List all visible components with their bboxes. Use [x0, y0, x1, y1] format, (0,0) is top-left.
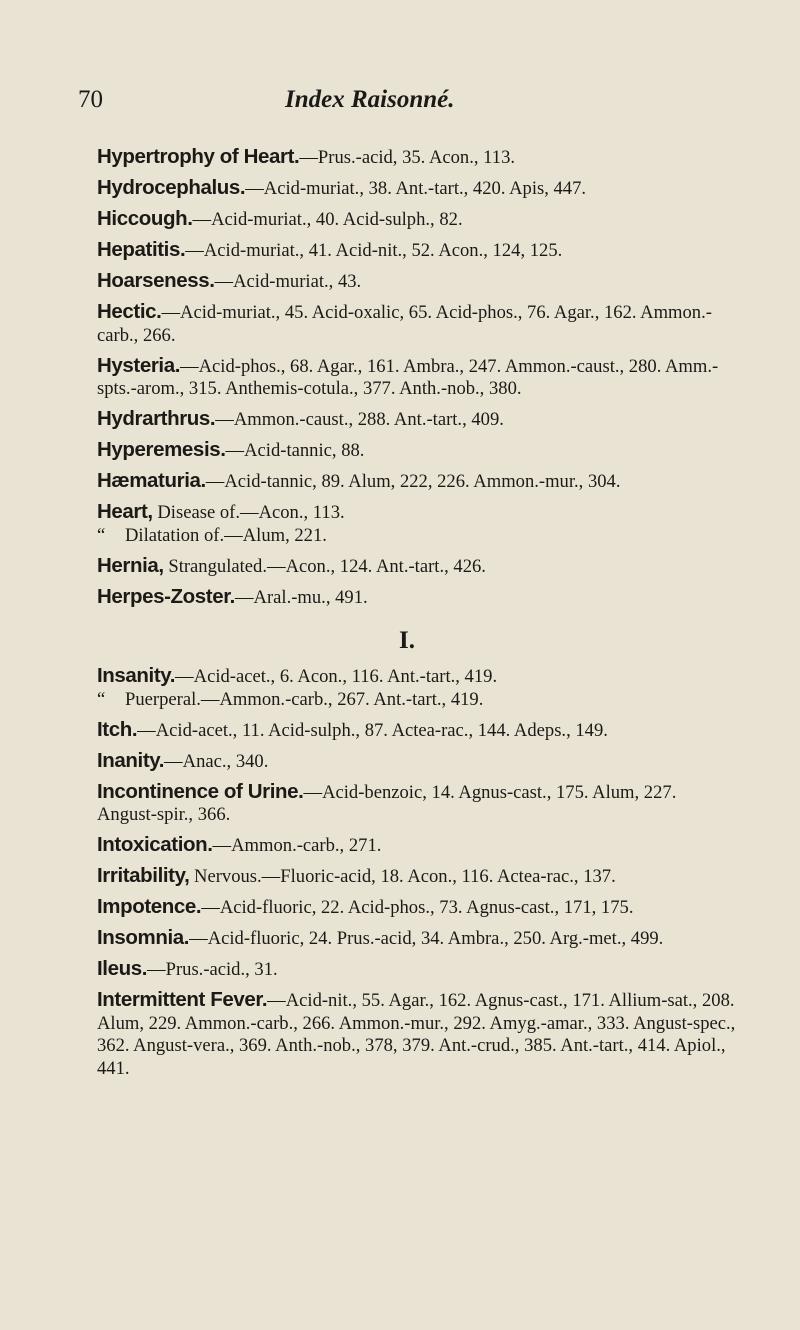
index-entry: [97, 834, 737, 858]
entry-term: Hypertrophy of Heart.: [97, 145, 300, 168]
entry-references: —Acid-nit., 55. Agar., 162. Agnus-cast., 171. Allium-sat., 208. Alum, 229. Ammon.-carb., 266. Ammon.-mur., 292. Amyg.-amar., 333. Angust-spec., 362. Angust-vera., 369. Anth.-nob., 378, 379. Ant.-crud., 385. Ant.-tart., 414. Apiol., 441.: [97, 990, 736, 1079]
index-entry: [97, 586, 737, 610]
entry-references: —Ammon.-caust., 288. Ant.-tart., 409.: [215, 409, 504, 430]
entry-references: —Acid-fluoric, 22. Acid-phos., 73. Agnus-cast., 171, 175.: [201, 897, 634, 918]
entry-references: —Acid-tannic, 89. Alum, 222, 226. Ammon.-mur., 304.: [205, 471, 621, 492]
entry-term: Hoarseness.: [97, 269, 215, 292]
running-title: Index Raisonné.: [285, 86, 455, 113]
entry-term: Heart,: [97, 500, 153, 523]
entries-h: [97, 146, 737, 609]
entry-term: Hæmaturia.: [97, 469, 206, 492]
entry-term: Impotence.: [97, 895, 202, 918]
sub-entry-text: Puerperal.—Ammon.-carb., 267. Ant.-tart., 419.: [125, 688, 484, 710]
index-entry: [97, 239, 737, 263]
entry-references: —Acid-phos., 68. Agar., 161. Ambra., 247. Ammon.-caust., 280. Amm.-spts.-arom., 315. Anthemis-cotula., 377. Anth.-nob., 380.: [97, 355, 719, 399]
entry-term: Itch.: [97, 717, 138, 741]
index-entry: [97, 896, 737, 920]
entry-references: —Anac., 340.: [164, 750, 269, 772]
sub-entry: [97, 525, 737, 548]
entry-term: Herpes-Zoster.: [97, 584, 235, 608]
entry-term: Hepatitis.: [97, 238, 186, 261]
index-entry: [97, 208, 737, 232]
index-entry: [97, 989, 737, 1080]
entry-references: Disease of.—Acon., 113.: [152, 502, 345, 523]
ditto-mark: “: [97, 524, 106, 546]
index-entry: [97, 781, 737, 827]
entry-term: Hydrocephalus.: [97, 176, 246, 199]
index-entry: [97, 555, 737, 579]
index-entry: [97, 408, 737, 432]
entry-term: Hyperemesis.: [97, 438, 226, 461]
entry-references: —Ammon.-carb., 271.: [212, 835, 382, 856]
entry-term: Incontinence of Urine.: [97, 779, 304, 803]
index-entry: [97, 719, 737, 743]
entry-references: —Acid-muriat., 43.: [214, 271, 362, 292]
index-entry: [97, 355, 737, 401]
sub-entry: [97, 689, 737, 712]
index-entry: [97, 665, 737, 711]
entry-term: Insanity.: [97, 664, 176, 687]
entry-references: Strangulated.—Acon., 124. Ant.-tart., 426.: [163, 555, 486, 577]
index-entry: [97, 146, 737, 170]
section-letter: I.: [399, 627, 415, 654]
index-entry: [97, 501, 737, 547]
entry-term: Hernia,: [97, 553, 164, 577]
index-entry: [97, 470, 737, 494]
index-entry: [97, 270, 737, 294]
entry-references: —Acid-benzoic, 14. Agnus-cast., 175. Alum, 227. Angust-spir., 366.: [97, 781, 677, 825]
index-entry: [97, 439, 737, 463]
entry-term: Ileus.: [97, 957, 148, 980]
entry-term: Hectic.: [97, 300, 162, 323]
entry-references: —Acid-acet., 6. Acon., 116. Ant.-tart., 419.: [175, 666, 498, 687]
entry-term: Intermittent Fever.: [97, 988, 268, 1011]
entry-references: —Acid-muriat., 38. Ant.-tart., 420. Apis, 447.: [245, 178, 587, 199]
index-entry: [97, 750, 737, 774]
entry-references: —Acid-muriat., 40. Acid-sulph., 82.: [192, 209, 463, 230]
entry-term: Irritability,: [97, 864, 190, 887]
ditto-mark: “: [97, 688, 106, 710]
index-entry: [97, 301, 737, 347]
entry-references: —Acid-tannic, 88.: [225, 440, 365, 461]
entry-term: Insomnia.: [97, 926, 190, 949]
entry-term: Hysteria.: [97, 353, 181, 377]
entry-term: Intoxication.: [97, 833, 213, 856]
entry-references: —Acid-acet., 11. Acid-sulph., 87. Actea-rac., 144. Adeps., 149.: [137, 719, 608, 741]
entry-references: —Acid-muriat., 45. Acid-oxalic, 65. Acid-phos., 76. Agar., 162. Ammon.-carb., 266.: [97, 302, 712, 346]
entry-references: Nervous.—Fluoric-acid, 18. Acon., 116. Actea-rac., 137.: [189, 866, 616, 887]
entry-references: —Aral.-mu., 491.: [234, 586, 368, 608]
entry-references: —Acid-fluoric, 24. Prus.-acid, 34. Ambra., 250. Arg.-met., 499.: [189, 928, 664, 949]
index-entry: [97, 927, 737, 951]
entry-term: Hydrarthrus.: [97, 407, 216, 430]
entry-term: Hiccough.: [97, 207, 193, 230]
index-entry: [97, 958, 737, 982]
index-entry: [97, 865, 737, 889]
index-entry: [97, 177, 737, 201]
sub-entry-text: Dilatation of.—Alum, 221.: [125, 524, 327, 546]
index-entries: [97, 146, 737, 1088]
entry-references: —Acid-muriat., 41. Acid-nit., 52. Acon., 124, 125.: [185, 240, 563, 261]
running-head: [78, 86, 722, 126]
page-number: 70: [78, 86, 103, 113]
entry-references: —Prus.-acid., 31.: [147, 959, 278, 980]
entry-term: Inanity.: [97, 748, 165, 772]
entry-references: —Prus.-acid, 35. Acon., 113.: [299, 147, 516, 168]
entries-i: [97, 665, 737, 1080]
